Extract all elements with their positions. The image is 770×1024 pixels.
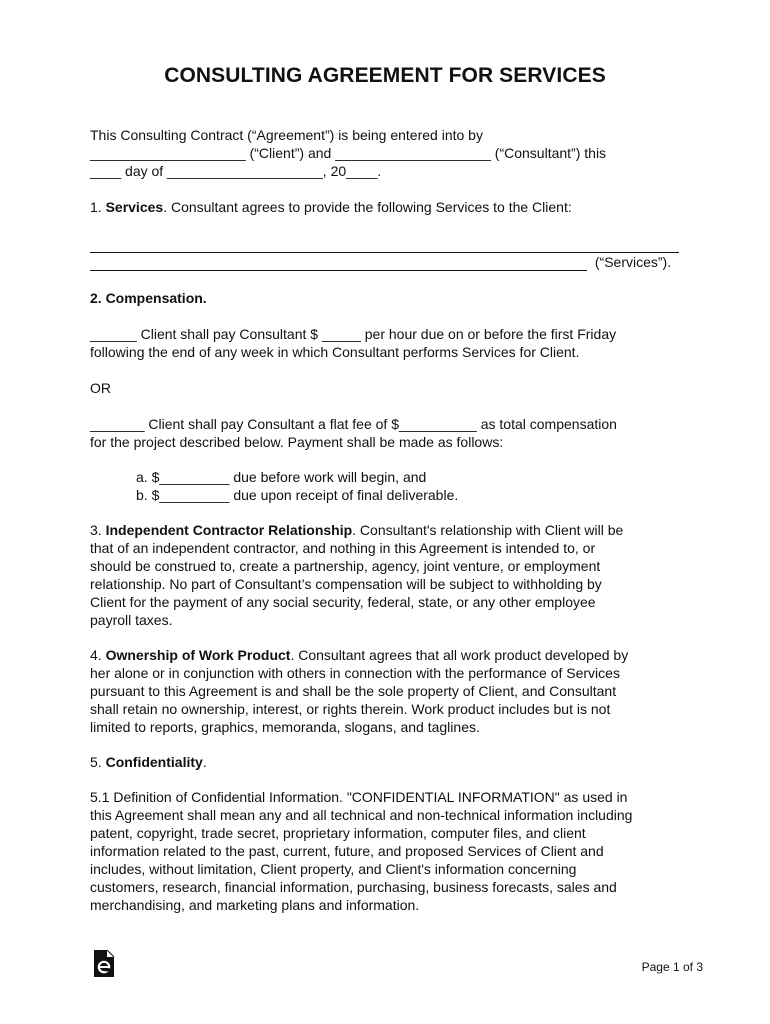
ownership-line-4: shall retain no ownership, interest, or rights therein. Work product includes but is not	[90, 701, 611, 717]
compensation-option-2	[90, 415, 682, 451]
independent-contractor-line-4: relationship. No part of Consultant’s compensation will be subject to withholding by	[90, 576, 602, 592]
services-blank-line-1	[90, 236, 679, 253]
confidentiality-suffix: .	[202, 754, 207, 770]
intro-line-2: ____________________ (“Client”) and ____________________ (“Consultant”) this	[90, 145, 607, 161]
services-blank-rule	[90, 255, 587, 271]
compensation-option-2-line-1: _______ Client shall pay Consultant a flat fee of $__________ as total compensation	[90, 416, 617, 432]
page-number: Page 1 of 3	[641, 960, 703, 974]
ownership-line-5: limited to reports, graphics, memoranda, slogans, and taglines.	[90, 719, 480, 735]
intro-line-1: This Consulting Contract (“Agreement”) is being entered into by	[90, 127, 483, 143]
confidentiality-number: 5.	[90, 754, 106, 770]
confidentiality-definition-paragraph	[90, 788, 682, 914]
intro-paragraph	[90, 126, 682, 180]
payment-item-a: a. $_________ due before work will begin, and	[136, 469, 427, 485]
ownership-line-2: her alone or in conjunction with others in connection with the performance of Services	[90, 665, 620, 681]
ownership-number: 4.	[90, 647, 106, 663]
document-body	[90, 126, 682, 914]
confidentiality-line-5: includes, without limitation, Client property, and Client's information concerning	[90, 861, 577, 877]
compensation-option-2-line-2: for the project described below. Payment shall be made as follows:	[90, 434, 504, 450]
confidentiality-line-4: information related to the past, current, future, and proposed Services of Client and	[90, 843, 604, 859]
confidentiality-line-2: this Agreement shall mean any and all technical and non-technical information including	[90, 807, 633, 823]
services-text: . Consultant agrees to provide the following Services to the Client:	[163, 199, 572, 215]
independent-contractor-line-3: should be construed to, create a partnership, agency, joint venture, or employment	[90, 558, 601, 574]
compensation-option-1-line-1: ______ Client shall pay Consultant $ _____ per hour due on or before the first Friday	[90, 326, 617, 342]
services-suffix: (“Services”).	[591, 254, 672, 270]
confidentiality-heading: Confidentiality	[105, 754, 203, 770]
confidentiality-heading-paragraph	[90, 753, 682, 771]
confidentiality-line-1: 5.1 Definition of Confidential Information. "CONFIDENTIAL INFORMATION" as used in	[90, 789, 628, 805]
independent-contractor-line-2: that of an independent contractor, and nothing in this Agreement is intended to, or	[90, 540, 596, 556]
document-title: CONSULTING AGREEMENT FOR SERVICES	[164, 64, 606, 87]
ownership-line-3: pursuant to this Agreement is and shall be the sole property of Client, and Consultant	[90, 683, 617, 699]
payment-item-b: b. $_________ due upon receipt of final deliverable.	[136, 487, 459, 503]
compensation-or: OR	[90, 380, 111, 396]
services-blank-line-2	[90, 253, 682, 271]
services-heading: Services	[105, 199, 164, 215]
services-number: 1.	[90, 199, 106, 215]
independent-contractor-paragraph	[90, 521, 682, 629]
independent-contractor-line-5: Client for the payment of any social security, federal, state, or any other employee	[90, 594, 596, 610]
compensation-option-1	[90, 325, 682, 361]
services-heading-line	[90, 198, 682, 216]
confidentiality-line-3: patent, copyright, trade secret, proprietary information, computer files, and client	[90, 825, 586, 841]
independent-contractor-line-6: payroll taxes.	[90, 612, 173, 628]
compensation-heading: 2. Compensation.	[90, 290, 207, 306]
intro-line-3: ____ day of ____________________, 20____.	[90, 163, 382, 179]
confidentiality-line-7: merchandising, and marketing plans and information.	[90, 897, 420, 913]
payment-schedule	[90, 468, 682, 504]
services-paragraph	[90, 198, 682, 271]
compensation-option-1-line-2: following the end of any week in which Consultant performs Services for Client.	[90, 344, 580, 360]
ownership-paragraph	[90, 646, 682, 736]
independent-contractor-number: 3.	[90, 522, 106, 538]
independent-contractor-line-1: 3. Independent Contractor Relationship. Consultant's relationship with Client will be	[90, 522, 624, 538]
ownership-line-1: 4. Ownership of Work Product. Consultant agrees that all work product developed by	[90, 647, 629, 663]
confidentiality-line-6: customers, research, financial information, purchasing, business forecasts, sales and	[90, 879, 617, 895]
independent-contractor-heading: Independent Contractor Relationship	[105, 522, 353, 538]
eforms-logo-icon	[94, 950, 114, 977]
ownership-heading: Ownership of Work Product	[105, 647, 291, 663]
